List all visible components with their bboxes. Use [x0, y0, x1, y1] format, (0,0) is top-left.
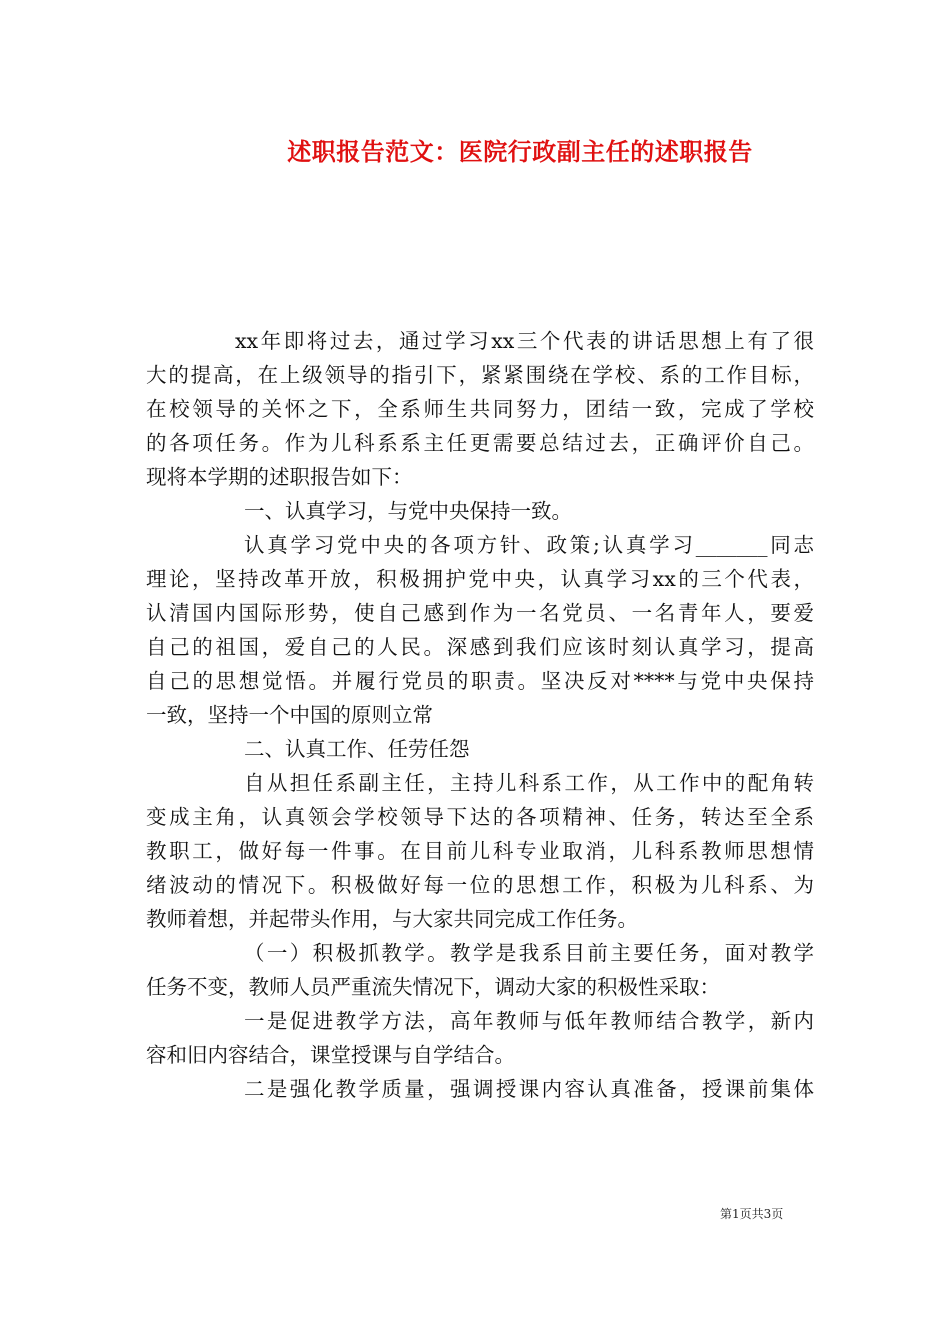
paragraph-line: 教职工，做好每一件事。在目前儿科专业取消，儿科系教师思想情: [146, 839, 814, 863]
paragraph-line: 一是促进教学方法，高年教师与低年教师结合教学，新内: [244, 1009, 814, 1033]
paragraph-line: 任务不变，教师人员严重流失情况下，调动大家的积极性采取：: [146, 975, 720, 999]
paragraph-line: （一）积极抓教学。教学是我系目前主要任务，面对教学: [244, 941, 814, 965]
paragraph-line: 现将本学期的述职报告如下：: [146, 465, 413, 489]
paragraph-line: 大的提高，在上级领导的指引下，紧紧围绕在学校、系的工作目标，: [146, 363, 814, 387]
paragraph-line: 认清国内国际形势，使自己感到作为一名党员、一名青年人，要爱: [146, 601, 814, 625]
paragraph-line: 在校领导的关怀之下，全系师生共同努力，团结一致，完成了学校: [146, 397, 814, 421]
document-body: [146, 324, 814, 1106]
paragraph-line: 教师着想，并起带头作用，与大家共同完成工作任务。: [146, 907, 638, 931]
paragraph-line: 自己的祖国，爱自己的人民。深感到我们应该时刻认真学习，提高: [146, 635, 814, 659]
section-heading: 一、认真学习，与党中央保持一致。: [244, 499, 572, 523]
paragraph-line: 自从担任系副主任，主持儿科系工作，从工作中的配角转: [244, 771, 814, 795]
paragraph-line: 一致，坚持一个中国的原则立常: [146, 703, 433, 727]
section-heading: 二、认真工作、任劳任怨: [244, 737, 470, 761]
document-title: 述职报告范文：医院行政副主任的述职报告: [287, 137, 753, 166]
paragraph-line: 绪波动的情况下。积极做好每一位的思想工作，积极为儿科系、为: [146, 873, 814, 897]
paragraph-line: 理论，坚持改革开放，积极拥护党中央，认真学习xx的三个代表，: [146, 567, 814, 591]
paragraph-line: 的各项任务。作为儿科系系主任更需要总结过去，正确评价自己。: [146, 431, 814, 455]
paragraph-line: 二是强化教学质量，强调授课内容认真准备，授课前集体: [244, 1077, 814, 1101]
paragraph-line: xx年即将过去，通过学习xx三个代表的讲话思想上有了很: [235, 329, 814, 353]
paragraph-line: 容和旧内容结合，课堂授课与自学结合。: [146, 1043, 515, 1067]
paragraph-line: 变成主角，认真领会学校领导下达的各项精神、任务，转达至全系: [146, 805, 814, 829]
page-number: 第1页共3页: [720, 1207, 784, 1221]
paragraph-line: 自己的思想觉悟。并履行党员的职责。坚决反对****与党中央保持: [146, 669, 814, 693]
paragraph-line: 认真学习党中央的各项方针、政策;认真学习_______同志: [244, 533, 814, 557]
